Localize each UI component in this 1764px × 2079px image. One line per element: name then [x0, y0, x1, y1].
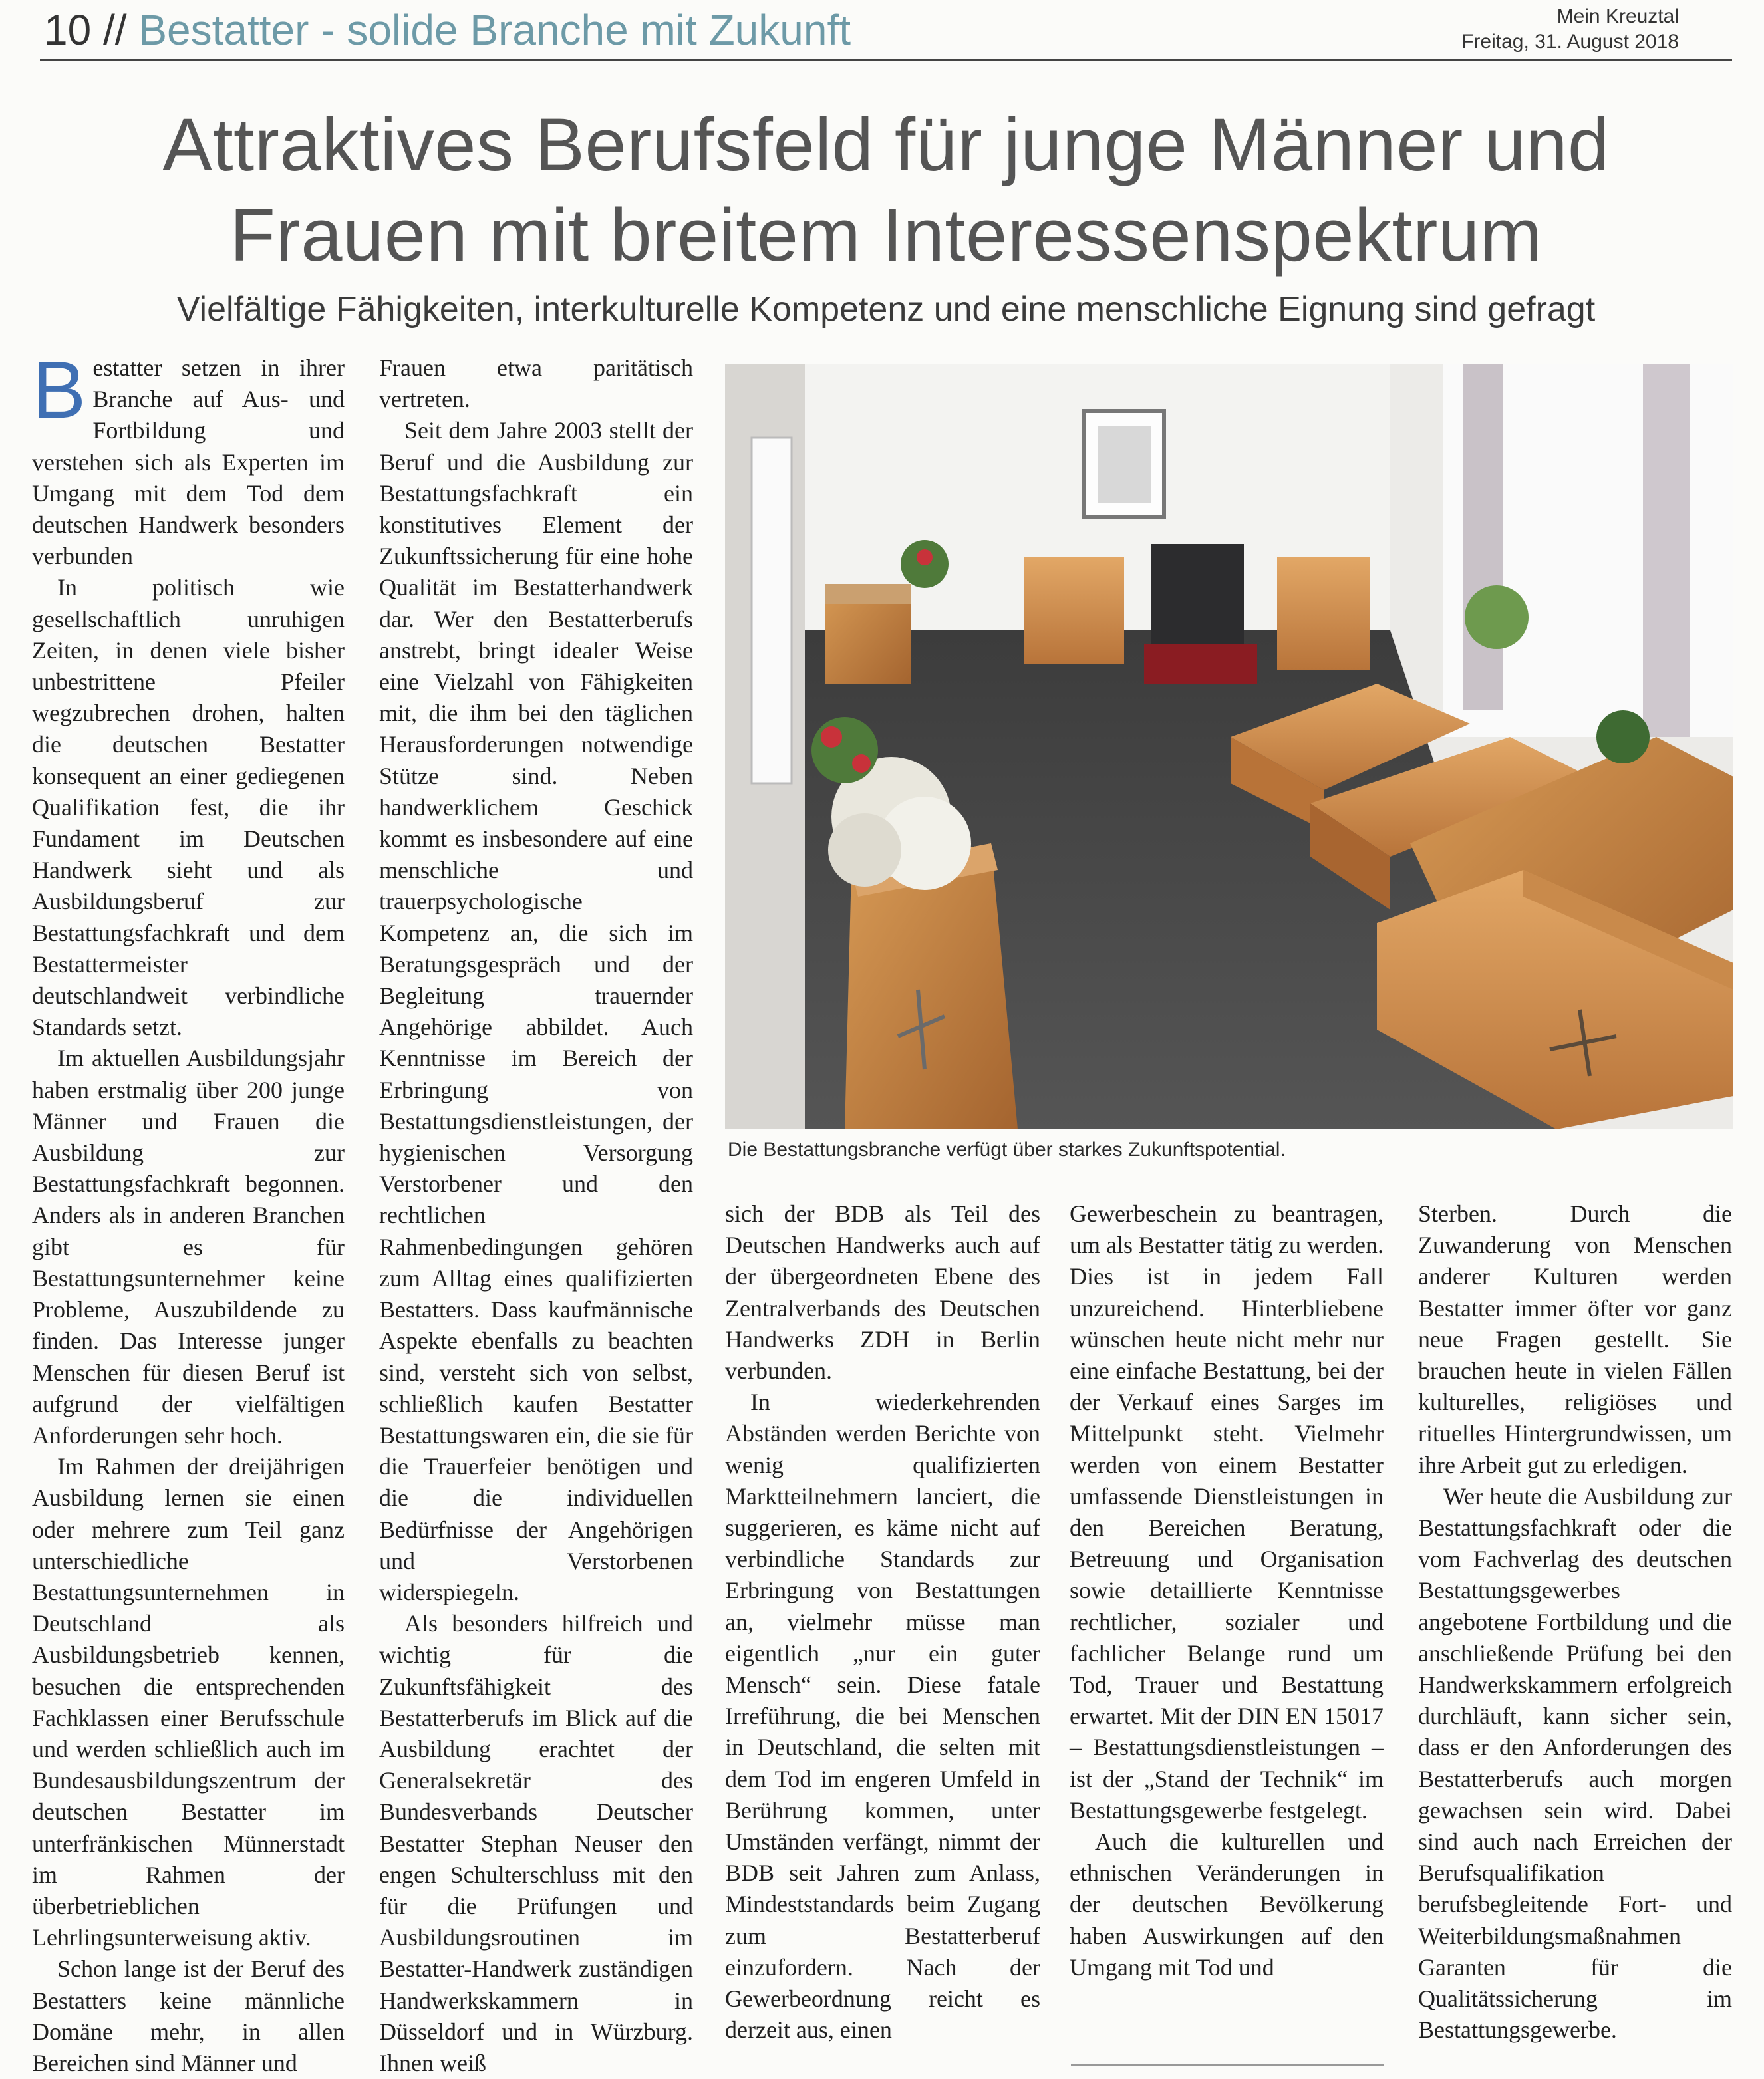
coffin-showroom-illustration — [725, 364, 1733, 1129]
paragraph: Seit dem Jahre 2003 stellt der Beruf und die Ausbildung zur Bestattungsfachkraft ein konstitutives Element der Zukunftssicherung für eine hohe Qualität im Bestatterhandwerk dar. Wer den Bestatterberufs anstrebt, bringt idealer Weise eine Vielzahl von Fähigkeiten mit, die ihm bei den täglichen Herausforderungen notwendige Stütze sind. Neben handwerklichem Geschick kommt es insbesondere auf eine menschliche und trauerpsychologische Kompetenz an, die sich im Beratungsgespräch und der Begleitung trauernder Angehörige abbildet. Auch Kenntnisse im Bereich der Erbringung von Bestattungsdienstleistungen, der hygienischen Versorgung Verstorbener und den rechtlichen Rahmenbedingungen gehören zum Alltag eines qualifizierten Bestatters. Dass kaufmännische Aspekte ebenfalls zu beachten sind, versteht sich von selbst, schließlich kaufen Bestatter Bestattungswaren ein, die sie für die Trauerfeier benötigen und die die individuellen Bedürfnisse der Angehörigen und Verstorbenen widerspiegeln. — [379, 417, 693, 1605]
publication-name: Mein Kreuztal — [1556, 5, 1679, 27]
article-column-2 — [379, 352, 693, 2079]
subheadline: Vielfältige Fähigkeiten, interkulturelle Kompetenz und eine menschliche Eignung sind gefragt — [176, 290, 1596, 329]
paragraph: Als besonders hilfreich und wichtig für die Zukunftsfähigkeit des Bestatterberufs im Blick auf die Ausbildung erachtet der Generalsekretär des Bundesverbands Deutscher Bestatter Stephan Neuser den engen Schulterschluss mit den für die Prüfungen und Ausbildungsroutinen im Bestatter-Handwerk zuständigen Handwerkskammern in Düsseldorf und in Würzburg. Ihnen weiß — [379, 1610, 693, 2076]
article-column-5 — [1418, 1198, 1732, 2046]
paragraph: Im aktuellen Ausbildungsjahr haben erstmalig über 200 junge Männer und Frauen die Ausbildung zur Bestattungsfachkraft begonnen. Anders als in anderen Branchen gibt es für Bestattungsunternehmer keine Probleme, Auszubildende zu finden. Das Interesse junger Menschen für diesen Beruf ist aufgrund der vielfältigen Anforderungen sehr hoch. — [32, 1045, 345, 1449]
headline — [40, 100, 1732, 281]
paragraph: Gewerbeschein zu beantragen, um als Bestatter tätig zu werden. Dies ist in jedem Fall unzureichend. Hinterbliebene wünschen heute nicht mehr nur eine einfache Bestattung, bei der der Verkauf eines Sarges im Mittelpunkt steht. Vielmehr werden von einem Bestatter umfassende Dienstleistungen in den Bereichen Beratung, Betreuung und Organisation sowie detaillierte Kenntnisse rechtlicher, sozialer und fachlicher Belange rund um Tod, Trauer und Bestattung erwartet. Mit der DIN EN 15017 – Bestattungsdienstleistungen – ist der „Stand der Technik“ im Bestattungsgewerbe festgelegt. — [1070, 1200, 1384, 1824]
paragraph: sich der BDB als Teil des Deutschen Handwerks auch auf der übergeordneten Ebene des Zentralverbands des Deutschen Handwerks ZDH in Berlin verbunden. — [725, 1200, 1040, 1385]
article-column-4 — [1070, 1198, 1384, 1983]
paragraph: In politisch wie gesellschaftlich unruhigen Zeiten, in denen viele bisher unbestrittene Pfeiler wegzubrechen drohen, halten die deutschen Bestatter konsequent an einer gediegenen Qualifikation fest, die ihr Fundament im Deutschen Handwerk sieht und als Ausbildungsberuf zur Bestattungsfachkraft und dem Bestattermeister deutschlandweit verbindliche Standards setzt. — [32, 574, 345, 1041]
header-rule — [40, 59, 1732, 61]
publication-info — [1461, 4, 1679, 55]
paragraph: Im Rahmen der dreijährigen Ausbildung lernen sie einen oder mehrere zum Teil ganz unterschiedliche Bestattungsunternehmen in Deutschland als Ausbildungsbetrieb kennen, besuchen die entsprechenden Fachklassen einer Berufsschule und werden schließlich auch im Bundesausbildungszentrum der deutschen Bestatter im unterfränkischen Münnerstadt im Rahmen der überbetrieblichen Lehrlingsunterweisung aktiv. — [32, 1453, 345, 1951]
drop-cap: B — [32, 345, 86, 435]
paragraph: Frauen etwa paritätisch vertreten. — [379, 354, 693, 413]
paragraph: Bestatter setzen in ihrer Branche auf Aus- und Fortbildung und verstehen sich als Experten im Umgang mit dem Tod dem deutschen Handwerk besonders verbunden — [32, 345, 345, 570]
paragraph: Wer heute die Ausbildung zur Bestattungsfachkraft oder die vom Fachverlag des deutschen Bestattungsgewerbes angebotene Fortbildung und die anschließende Prüfung bei den Handwerkskammern erfolgreich durchläuft, kann sicher sein, dass er den Anforderungen des Bestatterberufs auch morgen gewachsen sein wird. Dabei sind auch nach Erreichen der Berufsqualifikation berufsbegleitende Fort- und Weiterbildungsmaßnahmen Garanten für die Qualitätssicherung im Bestattungsgewerbe. — [1418, 1482, 1732, 2044]
bottom-rule — [1071, 2064, 1384, 2066]
photo-caption: Die Bestattungsbranche verfügt über starkes Zukunftspotential. — [728, 1139, 1286, 1161]
publication-date: Freitag, 31. August 2018 — [1461, 31, 1679, 53]
headline-line-2: Frauen mit breitem Interessenspektrum — [229, 194, 1543, 277]
article-column-3 — [725, 1198, 1040, 2046]
article-column-1 — [32, 345, 345, 2079]
page-number: 10 — [44, 6, 92, 54]
paragraph: Schon lange ist der Beruf des Bestatters keine männliche Domäne mehr, in allen Bereichen sind Männer und — [32, 1955, 345, 2076]
section-title: Bestatter - solide Branche mit Zukunft — [138, 6, 851, 54]
header-separator: // — [102, 6, 127, 54]
article-photo — [725, 364, 1733, 1129]
headline-line-1: Attraktives Berufsfeld für junge Männer und — [162, 103, 1610, 186]
page-header-title — [44, 5, 851, 55]
paragraph: In wiederkehrenden Abständen werden Berichte von wenig qualifizierten Marktteilnehmern lanciert, die suggerieren, es käme nicht auf verbindliche Standards zur Erbringung von Bestattungen an, vielmehr müsse man eigentlich „nur ein guter Mensch“ sein. Diese fatale Irreführung, die bei Menschen in Deutschland, die selten mit dem Tod im engeren Umfeld in Berührung kommen, unter Umständen verfängt, nimmt der BDB seit Jahren zum Anlass, Mindeststandards beim Zugang zum Bestatterberuf einzufordern. Nach der Gewerbeordnung reicht es derzeit aus, einen — [725, 1389, 1040, 2044]
paragraph: Sterben. Durch die Zuwanderung von Menschen anderer Kulturen werden Bestatter immer öfter vor ganz neue Fragen gestellt. Sie brauchen heute in vielen Fällen kulturelles, religiöses und rituelles Hintergrundwissen, um ihre Arbeit gut zu erledigen. — [1418, 1200, 1732, 1478]
paragraph: Auch die kulturellen und ethnischen Veränderungen in der deutschen Bevölkerung haben Auswirkungen auf den Umgang mit Tod und — [1070, 1828, 1384, 1981]
